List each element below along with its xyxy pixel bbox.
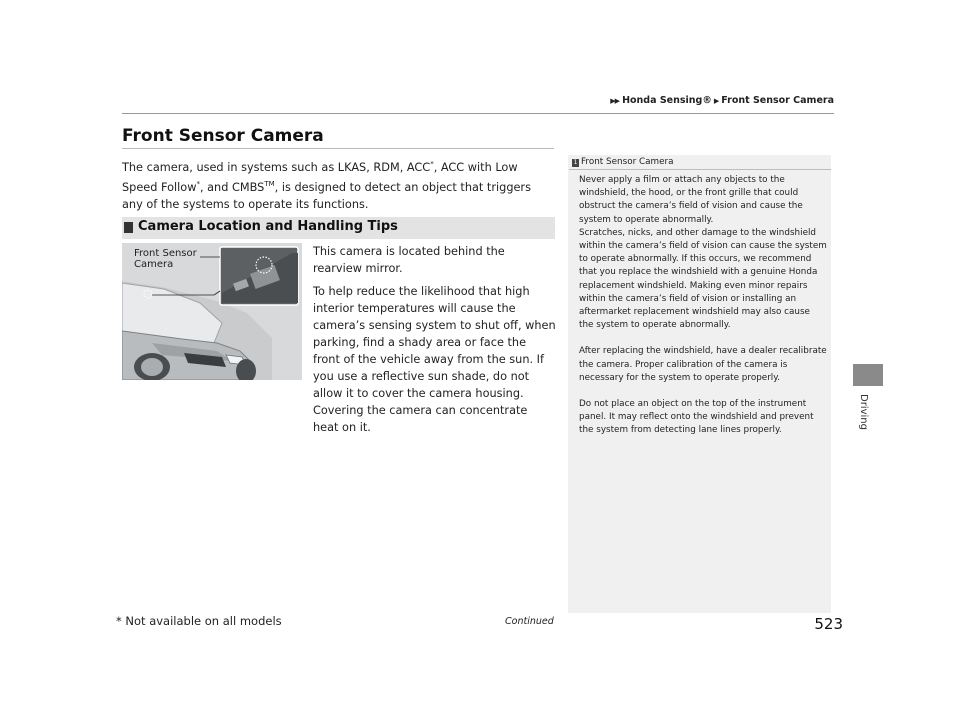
footnote-marker: * — [430, 160, 434, 168]
title-divider — [122, 148, 554, 149]
note-paragraph: Never apply a film or attach any objects to the windshield, the hood, or the front grille that could obstruct the camera’s field of vision and cause the system to operate abnormally. — [579, 175, 803, 225]
intro-text-2: , ACC with Low Speed Follow — [122, 160, 518, 194]
note-icon: 1 — [573, 159, 578, 166]
intro-text-1: The camera, used in systems such as LKAS, RDM, ACC — [122, 160, 431, 174]
breadcrumb-item-front-sensor-camera[interactable]: Front Sensor Camera — [721, 95, 834, 106]
figure-label — [134, 248, 197, 270]
section-square-icon — [124, 222, 133, 233]
note-divider — [569, 169, 831, 170]
intro-text-3: , and CMBS — [199, 180, 265, 194]
note-paragraph: Do not place an object on the top of the instrument panel. It may reflect onto the windshield and prevent the system from detecting lane lines properly. — [579, 399, 814, 436]
note-title — [572, 157, 674, 167]
figure-label-line: Camera — [134, 259, 174, 270]
footnote-marker: * — [196, 179, 200, 188]
header-divider — [122, 113, 834, 114]
page-title: Front Sensor Camera — [122, 126, 324, 146]
arrow-icon: ▶ — [713, 97, 719, 105]
footnote: * Not available on all models — [116, 614, 282, 628]
figure-label-line: Front Sensor — [134, 248, 197, 259]
continued-label: Continued — [505, 616, 554, 627]
paragraph: To help reduce the likelihood that high interior temperatures will cause the camera’s sensing system to shut off, when parking, find a shady area or face the front of the vehicle away from the sun. If you use a reflective sun shade, do not allow it to cover the camera housing. Covering the camera can concentrate heat on it. — [313, 285, 556, 434]
page-number: 523 — [814, 615, 843, 633]
section-heading: Camera Location and Handling Tips — [138, 219, 398, 234]
note-paragraph: After replacing the windshield, have a dealer recalibrate the camera. Proper calibration of the camera is necessary for the system to operate properly. — [579, 346, 827, 383]
note-body — [579, 174, 827, 451]
note-title-text: Front Sensor Camera — [581, 157, 674, 167]
double-arrow-icon: ▶▶ — [610, 97, 620, 105]
chapter-tab[interactable] — [853, 364, 883, 386]
chapter-tab-label: Driving — [858, 394, 869, 430]
trademark-mark: TM — [264, 179, 275, 188]
intro-text-4: , is designed to detect an object that triggers any of the systems to operate its functions. — [122, 180, 531, 211]
paragraph: This camera is located behind the rearview mirror. — [313, 245, 505, 275]
intro-paragraph — [122, 156, 542, 213]
chapter-tab-label-wrap — [849, 394, 889, 434]
breadcrumb — [598, 95, 834, 106]
section-heading-bar — [122, 217, 555, 239]
body-text — [313, 243, 556, 442]
note-paragraph: Scratches, nicks, and other damage to the windshield within the camera’s field of vision can cause the system to operate abnormally. If this occurs, we recommend that you replace the windshield with a genuine Honda replacement windshield. Making even minor repairs within the camera’s field of vision or installing an aftermarket replacement windshield may also cause the system to operate abnormally. — [579, 227, 827, 331]
breadcrumb-item-honda-sensing[interactable]: Honda Sensing® — [622, 95, 712, 106]
